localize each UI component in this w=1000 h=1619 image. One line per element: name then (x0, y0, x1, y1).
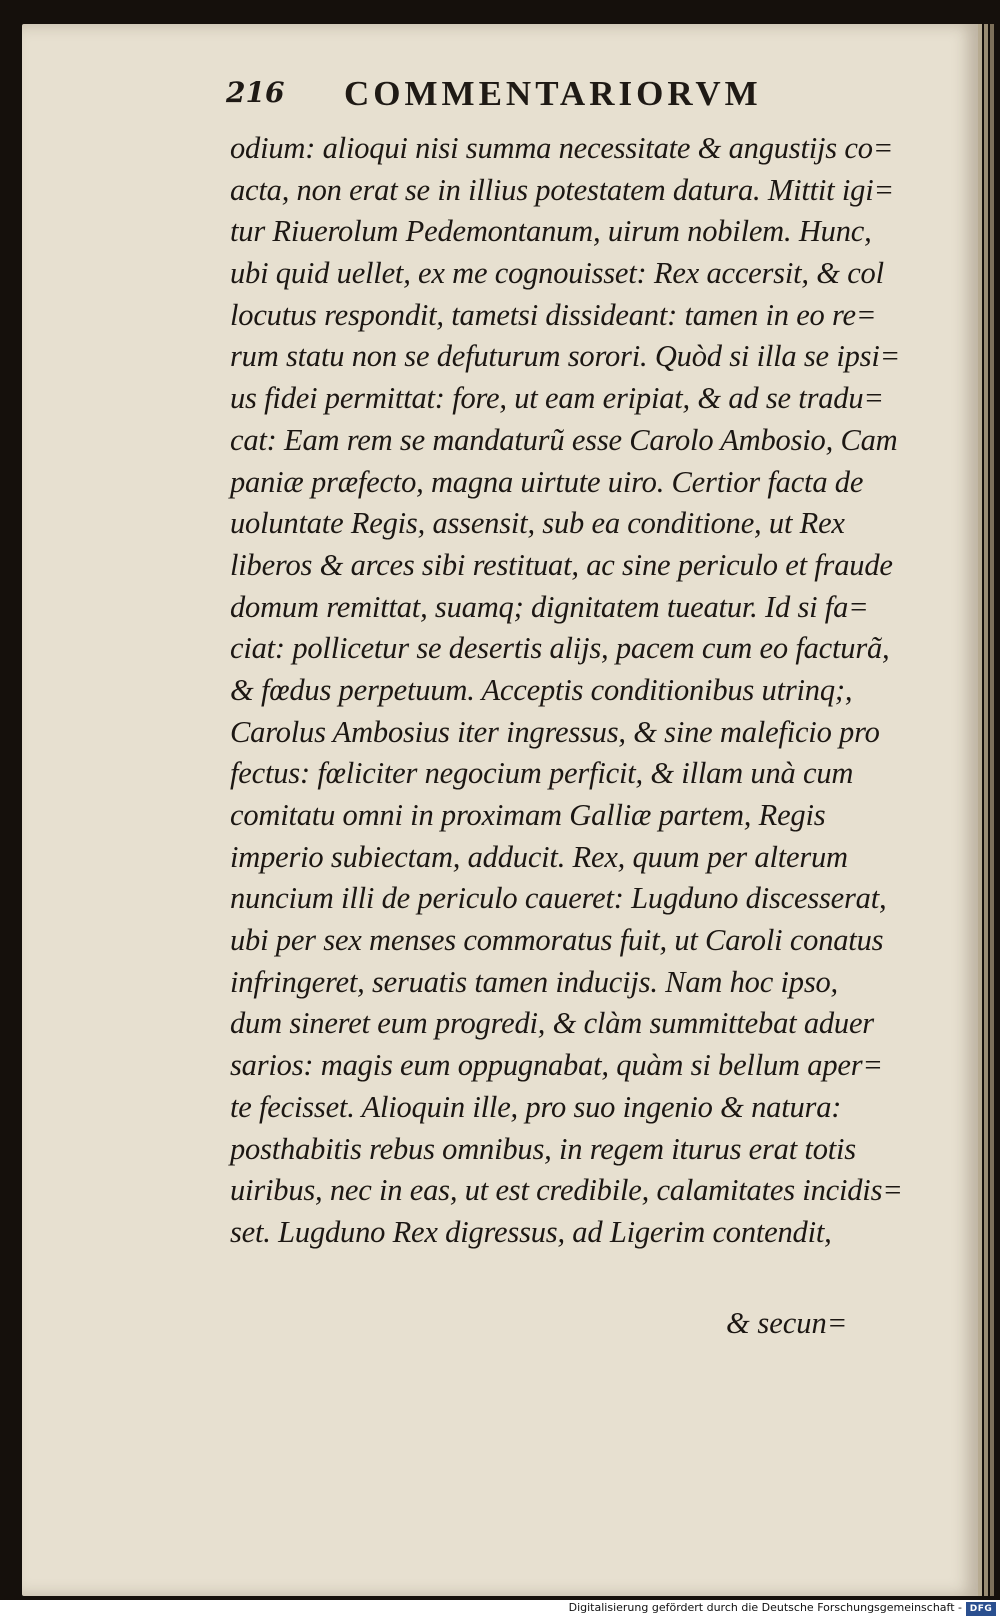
text-line: nuncium illi de periculo caueret: Lugduno discesserat, (230, 881, 887, 916)
text-line: paniæ præfecto, magna uirtute uiro. Certior facta de (230, 464, 864, 499)
page-edge (984, 24, 988, 1596)
text-line: uiribus, nec in eas, ut est credibile, calamitates incidis= (230, 1173, 903, 1208)
text-line: ciat: pollicetur se desertis alijs, pacem cum eo facturã, (230, 631, 890, 666)
text-line: ubi per sex menses commoratus fuit, ut Caroli conatus (230, 923, 884, 958)
footer-bar (0, 1600, 1000, 1619)
text-line: us fidei permittat: fore, ut eam eripiat, & ad se tradu= (230, 381, 884, 416)
text-line: set. Lugduno Rex digressus, ad Ligerim contendit, (230, 1214, 832, 1249)
text-line: posthabitis rebus omnibus, in regem iturus erat totis (230, 1131, 856, 1166)
text-line: Carolus Ambosius iter ingressus, & sine maleficio pro (230, 714, 880, 749)
catchword: & secun= (726, 1306, 848, 1340)
text-line: tur Riuerolum Pedemontanum, uirum nobilem. Hunc, (230, 214, 872, 249)
text-line: domum remittat, suamq; dignitatem tueatur. Id si fa= (230, 589, 869, 624)
text-line: & fœdus perpetuum. Acceptis conditionibus utrinq;, (230, 672, 853, 707)
text-line: te fecisset. Alioquin ille, pro suo ingenio & natura: (230, 1089, 842, 1124)
text-line: odium: alioqui nisi summa necessitate & angustijs co= (230, 131, 894, 165)
text-line: infringeret, seruatis tamen inducijs. Nam hoc ipso, (230, 964, 838, 999)
text-line: rum statu non se defuturum sorori. Quòd si illa se ipsi= (230, 339, 900, 374)
page-header (226, 74, 866, 114)
text-line: cat: Eam rem se mandaturũ esse Carolo Ambosio, Cam (230, 422, 898, 457)
text-line: locutus respondit, tametsi dissideant: tamen in eo re= (230, 297, 877, 332)
text-line: comitatu omni in proximam Galliæ partem, Regis (230, 798, 826, 832)
text-line: imperio subiectam, adducit. Rex, quum per alterum (230, 839, 848, 874)
text-line: ubi quid uellet, ex me cognouisset: Rex accersit, & col (230, 256, 884, 291)
page-number: 216 (226, 76, 285, 109)
page-edge (990, 24, 994, 1596)
text-line: liberos & arces sibi restituat, ac sine periculo et fraude (230, 547, 893, 582)
dfg-logo: DFG (966, 1602, 996, 1616)
text-line: acta, non erat se in illius potestatem datura. Mittit igi= (230, 172, 894, 207)
running-head: COMMENTARIORVM (344, 74, 762, 113)
text-line: fectus: fœliciter negocium perficit, & illam unà cum (230, 756, 854, 791)
text-line: dum sineret eum progredi, & clàm summittebat aduer (230, 1006, 874, 1041)
body-text (230, 128, 920, 1254)
text-line: uoluntate Regis, assensit, sub ea conditione, ut Rex (230, 506, 845, 541)
text-line: sarios: magis eum oppugnabat, quàm si bellum aper= (230, 1048, 883, 1083)
page-edge (978, 24, 982, 1596)
digitization-credit: Digitalisierung gefördert durch die Deutsche Forschungsgemeinschaft - (568, 1601, 962, 1614)
